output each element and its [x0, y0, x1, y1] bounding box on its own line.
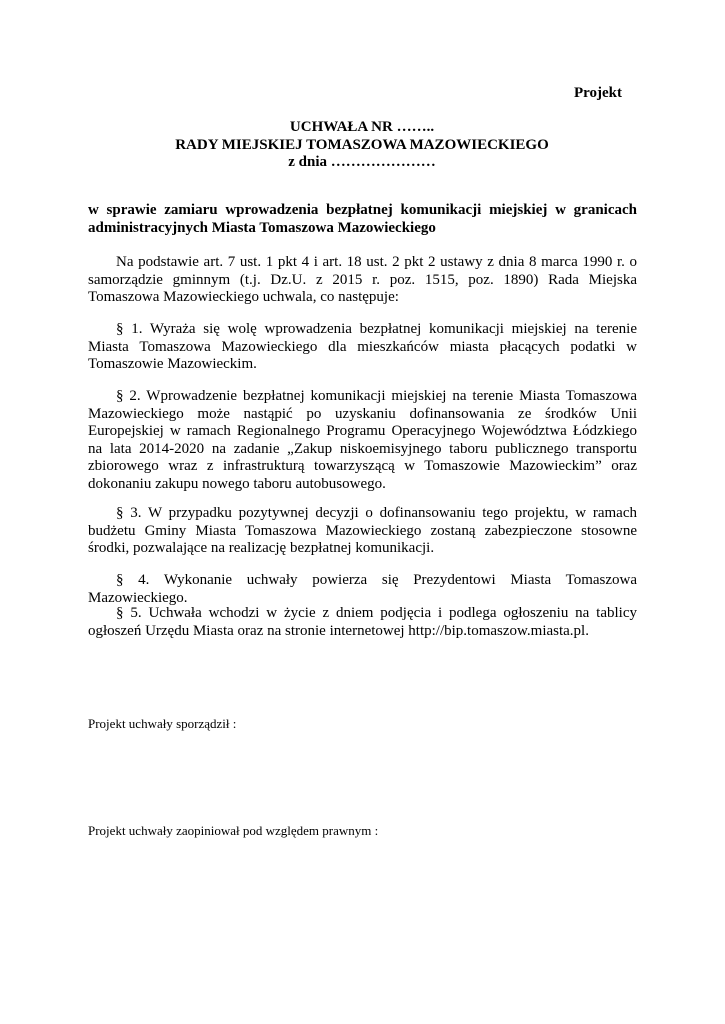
legal-review-label: Projekt uchwały zaopiniował pod względem prawnym :: [88, 823, 379, 838]
paragraph-1: § 1. Wyraża się wolę wprowadzenia bezpłatnej komunikacji miejskiej na terenie Miasta Tomaszowa Mazowieckiego dla mieszkańców miasta płacących podatki w Tomaszowie Mazowieckim.: [88, 321, 637, 372]
paragraph-2: § 2. Wprowadzenie bezpłatnej komunikacji miejskiej na terenie Miasta Tomaszowa Mazowieckiego może nastąpić po uzyskaniu dofinansowania ze środków Unii Europejskiej w ramach Regionalnego Programu Operacyjnego Województwa Łódzkiego na lata 2014-2020 na zadanie „Zakup niskoemisyjnego taboru publicznego transportu zbiorowego wraz z infrastrukturą towarzyszącą w Tomaszowie Mazowieckim” oraz dokonaniu zakupu nowego taboru autobusowego.: [88, 388, 637, 492]
paragraph-4: § 4. Wykonanie uchwały powierza się Prezydentowi Miasta Tomaszowa Mazowieckiego.: [88, 572, 637, 606]
resolution-header: [88, 119, 636, 172]
document-status-label: Projekt: [573, 85, 622, 101]
resolution-subject: w sprawie zamiaru wprowadzenia bezpłatnej komunikacji miejskiej w granicach administracyjnych Miasta Tomaszowa Mazowieckiego: [88, 202, 637, 236]
resolution-date: z dnia …………………: [288, 154, 436, 170]
paragraph-5: § 5. Uchwała wchodzi w życie z dniem podjęcia i podlega ogłoszeniu na tablicy ogłoszeń Urzędu Miasta oraz na stronie internetowej http://bip.tomaszow.miasta.pl.: [88, 605, 637, 639]
legal-basis-preamble: Na podstawie art. 7 ust. 1 pkt 4 i art. 18 ust. 2 pkt 2 ustawy z dnia 8 marca 1990 r. o samorządzie gminnym (t.j. Dz.U. z 2015 r. poz. 1515, poz. 1890) Rada Miejska Tomaszowa Mazowieckiego uchwala, co następuje:: [88, 254, 637, 305]
paragraph-3: § 3. W przypadku pozytywnej decyzji o dofinansowaniu tego projektu, w ramach budżetu Gminy Miasta Tomaszowa Mazowieckiego zostaną zabezpieczone stosowne środki, pozwalające na realizację bezpłatnej komunikacji.: [88, 505, 637, 556]
resolution-number: UCHWAŁA NR ……..: [289, 119, 435, 135]
council-name: RADY MIEJSKIEJ TOMASZOWA MAZOWIECKIEGO: [175, 136, 549, 153]
prepared-by-label: Projekt uchwały sporządził :: [88, 716, 237, 731]
